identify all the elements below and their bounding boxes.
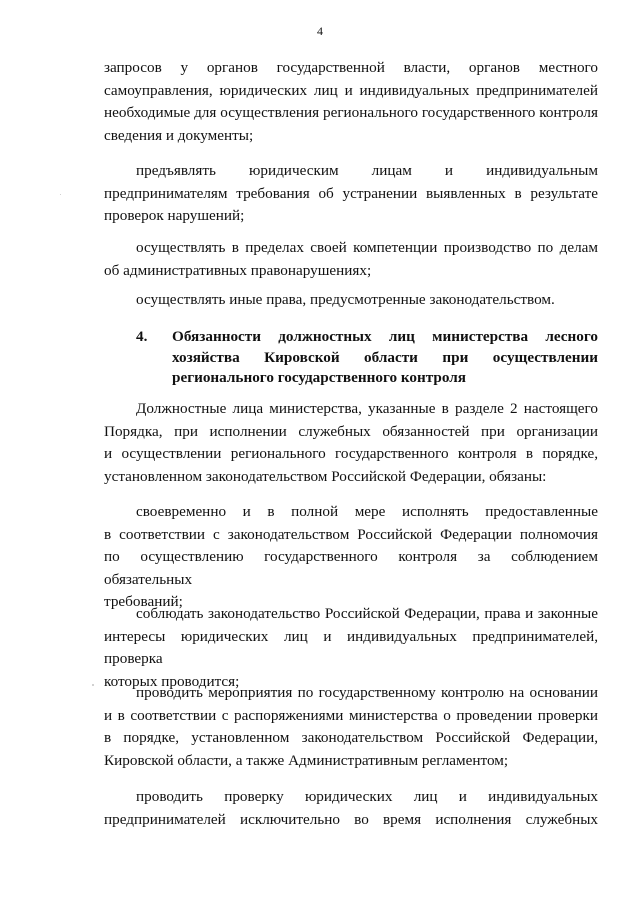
- text-line: Должностные лица министерства, указанные в разделе 2 настоящего: [136, 400, 598, 417]
- page-number: 4: [317, 24, 323, 38]
- paragraph-observe: [104, 603, 598, 693]
- text-line: предпринимателям требования об устранении выявленных в результате: [104, 184, 598, 202]
- paragraph-proceedings: [104, 237, 598, 282]
- heading-line: регионального государственного контроля: [172, 369, 466, 386]
- text-line: осуществлять в пределах своей компетенции производство по делам: [136, 239, 598, 256]
- text-line: проводить проверку юридических лиц и индивидуальных: [136, 788, 598, 805]
- text-line: Кировской области, а также Административным регламентом;: [104, 751, 509, 769]
- paragraph-demands: [104, 160, 598, 228]
- heading-line: Обязанности должностных лиц министерства лесного: [172, 328, 598, 345]
- text-line: соблюдать законодательство Российской Федерации, права и законные: [136, 605, 598, 622]
- section-number: 4.: [136, 328, 148, 345]
- text-line: сведения и документы;: [104, 126, 254, 144]
- text-line: которых проводится;: [104, 672, 240, 690]
- text-line: Порядка, при исполнении служебных обязанностей при организации: [104, 422, 598, 440]
- text-line: предъявлять юридическим лицам и индивидуальным: [136, 162, 598, 179]
- paragraph-inspect: [104, 786, 598, 831]
- paragraph-other-rights: [104, 289, 598, 312]
- text-line: осуществлять иные права, предусмотренные законодательством.: [136, 291, 555, 308]
- text-line: установленном законодательством Российской Федерации, обязаны:: [104, 467, 547, 485]
- text-line: самоуправления, юридических лиц и индивидуальных предпринимателей: [104, 81, 598, 99]
- paragraph-requests: [104, 57, 598, 147]
- scan-speck: [522, 555, 524, 557]
- paragraph-officials: [104, 398, 598, 488]
- text-line: в порядке, установленном законодательством Российской Федерации,: [104, 729, 598, 746]
- text-line: запросов у органов государственной власти, органов местного: [104, 59, 598, 76]
- paragraph-conduct: [104, 682, 598, 772]
- text-line: и в соответствии с распоряжениями министерства о проведении проверки: [104, 706, 598, 724]
- text-line: требований;: [104, 593, 183, 610]
- text-line: необходимые для осуществления регионального государственного контроля: [104, 104, 598, 121]
- text-line: проводить мероприятия по государственному контролю на основании: [136, 684, 598, 701]
- text-line: в соответствии с законодательством Российской Федерации полномочия: [104, 525, 598, 543]
- text-line: об административных правонарушениях;: [104, 261, 372, 279]
- text-line: и осуществлении регионального государственного контроля в порядке,: [104, 445, 598, 462]
- text-line: предпринимателей исключительно во время исполнения служебных: [104, 810, 598, 828]
- scan-speck: [92, 684, 94, 686]
- text-line: своевременно и в полной мере исполнять предоставленные: [136, 503, 598, 520]
- text-line: по осуществлению государственного контроля за соблюдением обязательных: [104, 548, 598, 588]
- section-heading: [136, 327, 598, 397]
- paragraph-timely: [104, 501, 598, 614]
- text-line: проверок нарушений;: [104, 207, 245, 224]
- heading-line: хозяйства Кировской области при осуществлении: [172, 348, 598, 366]
- scan-speck: [60, 194, 61, 195]
- text-line: интересы юридических лиц и индивидуальных предпринимателей, проверка: [104, 627, 598, 667]
